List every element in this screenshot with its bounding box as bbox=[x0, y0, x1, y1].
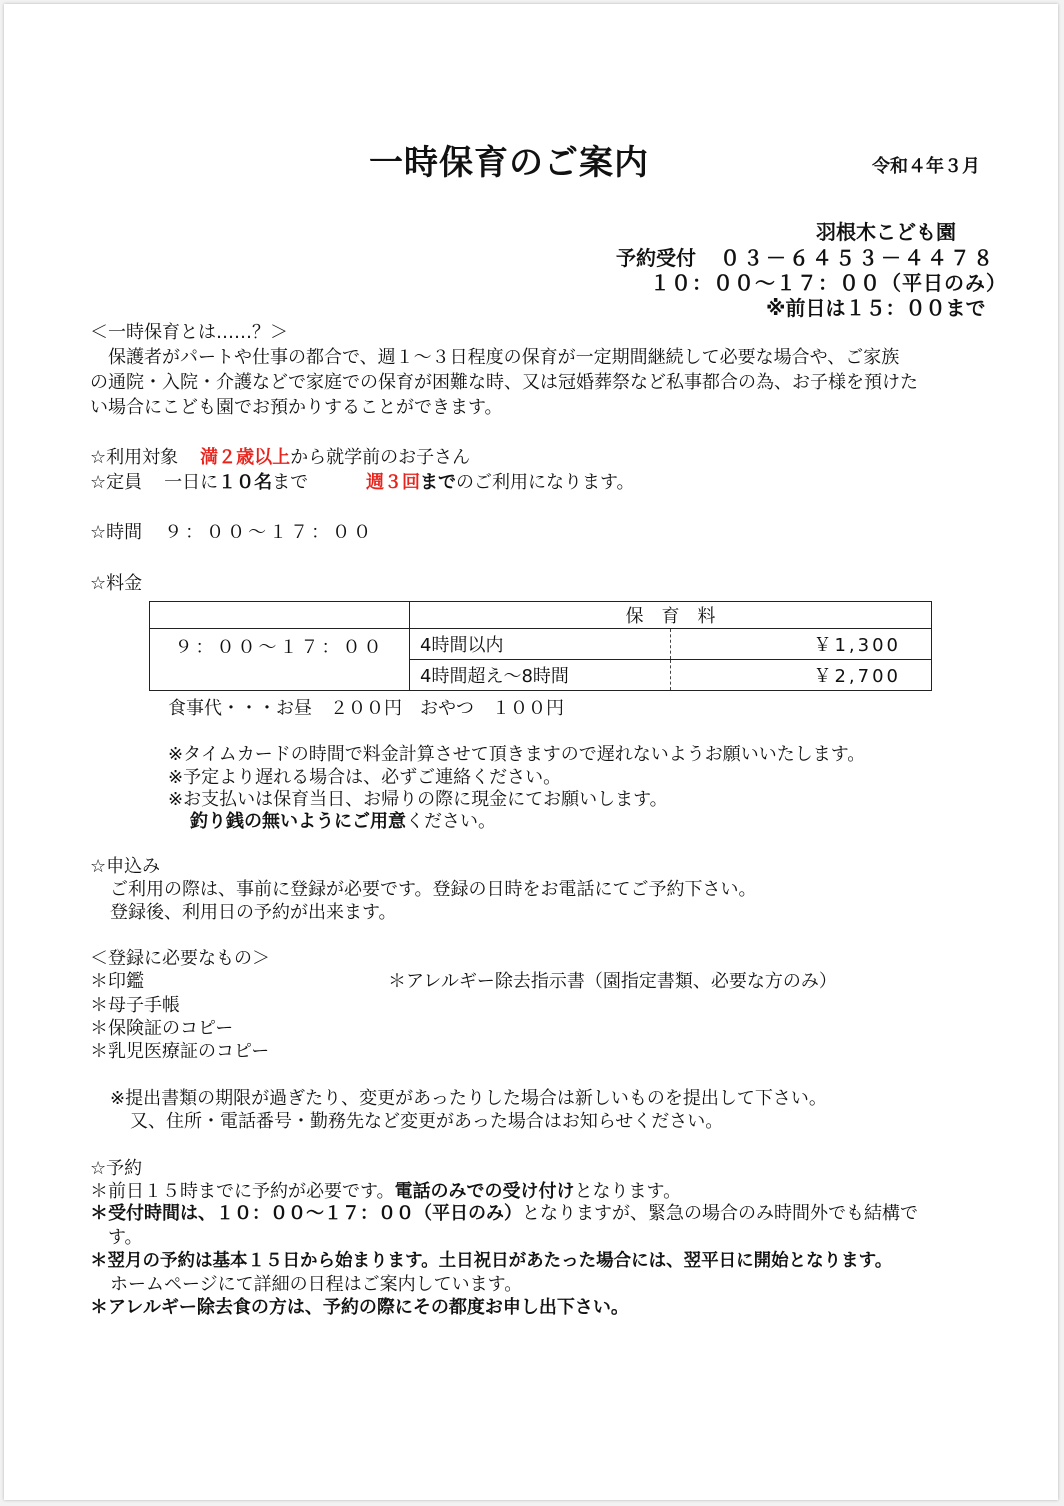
reservation-line-2-bold: ＊受付時間は、１０：００～１７：００（平日のみ） bbox=[90, 1203, 522, 1224]
eligibility-label: ☆利用対象 bbox=[90, 447, 179, 468]
capacity-daily-prefix: 一日に bbox=[164, 472, 219, 493]
fee-note-1: ※タイムカードの時間で料金計算させて頂きますので遅れないようお願いいたします。 bbox=[168, 744, 866, 765]
fee-note-4-rest: ください。 bbox=[406, 811, 496, 832]
intro-line-3: い場合にこども園でお預かりすることができます。 bbox=[90, 397, 503, 418]
capacity-weekly-highlight: 週３回 bbox=[366, 472, 420, 493]
reservation-line-3: ＊翌月の予約は基本１５日から始まります。土日祝日があたった場合には、翌平日に開始となります。 bbox=[90, 1251, 893, 1271]
list-item: ＊保険証のコピー bbox=[90, 1018, 234, 1039]
fee-duration-1: 4時間以内 bbox=[410, 629, 671, 660]
eligibility-highlight: 満２歳以上 bbox=[200, 447, 291, 468]
requirements-note-1: ※提出書類の期限が過ぎたり、変更があったりした場合は新しいものを提出して下さい。 bbox=[110, 1088, 827, 1109]
reservation-line bbox=[616, 248, 996, 268]
fee-time-range: ９：００～１７：００ bbox=[150, 629, 410, 691]
capacity-line bbox=[90, 474, 308, 492]
phone-number: ０３－６４５３－４４７８ bbox=[720, 246, 996, 270]
fee-note-3: ※お支払いは保育当日、お帰りの際に現金にてお願いします。 bbox=[168, 789, 668, 810]
fee-note-2: ※予定より遅れる場合は、必ずご連絡ください。 bbox=[168, 767, 562, 788]
fee-table bbox=[149, 601, 932, 691]
fee-note-4-bold: 釣り銭の無いようにご用意 bbox=[190, 811, 406, 832]
eligibility-rest: から就学前のお子さん bbox=[290, 447, 471, 468]
capacity-weekly-bold: まで bbox=[420, 472, 456, 493]
time-value: ９：００～１７：００ bbox=[164, 522, 375, 543]
issue-date: 令和４年３月 bbox=[872, 156, 980, 177]
capacity-weekly-rest: のご利用になります。 bbox=[456, 472, 635, 493]
time-label: ☆時間 bbox=[90, 522, 143, 543]
reservation-line-1-c: となります。 bbox=[574, 1181, 682, 1202]
reception-hours: １０：００～１７：００（平日のみ） bbox=[650, 271, 1007, 295]
reservation-line-2-rest: となりますが、緊急の場合のみ時間外でも結構で bbox=[522, 1203, 918, 1224]
page-title: 一時保育のご案内 bbox=[369, 143, 649, 183]
reservation-line-1-a: ＊前日１５時までに予約が必要です。 bbox=[90, 1181, 395, 1202]
reservation-line-4: ホームページにて詳細の日程はご案内しています。 bbox=[110, 1274, 523, 1295]
fee-note-4 bbox=[190, 813, 496, 831]
fee-table-header: 保 育 料 bbox=[410, 602, 932, 629]
list-item: ＊印鑑 bbox=[90, 971, 144, 992]
requirements-note-2: 又、住所・電話番号・勤務先など変更があった場合はお知らせください。 bbox=[130, 1111, 724, 1132]
fee-price-1: ￥1,300 bbox=[671, 629, 932, 660]
intro-line-2: の通院・入院・介護などで家庭での保育が困難な時、又は冠婚葬祭など私事都合の為、お子様を預けた bbox=[90, 372, 918, 393]
application-line-2: 登録後、利用日の予約が出来ます。 bbox=[110, 902, 397, 923]
list-item-allergy: ＊アレルギー除去指示書（園指定書類、必要な方のみ） bbox=[388, 971, 837, 992]
fee-table-header-row bbox=[150, 602, 932, 629]
fee-price-2: ￥2,700 bbox=[671, 660, 932, 691]
application-label: ☆申込み bbox=[90, 856, 161, 877]
capacity-daily-count: １０名 bbox=[218, 472, 273, 493]
requirements-heading: ＜登録に必要なもの＞ bbox=[90, 948, 270, 969]
reservation-line-1 bbox=[90, 1183, 681, 1201]
reservation-line-2-wrap: す。 bbox=[108, 1227, 143, 1248]
intro-line-1: 保護者がパートや仕事の都合で、週１～３日程度の保育が一定期間継続して必要な場合や、ご家族 bbox=[108, 347, 900, 368]
time-line bbox=[90, 524, 374, 542]
reservation-line-1-bold: 電話のみでの受け付け bbox=[394, 1181, 575, 1202]
reservation-section-label: ☆予約 bbox=[90, 1158, 143, 1179]
previous-day-note: ※前日は１５：００まで bbox=[766, 296, 986, 320]
capacity-daily-suffix: まで bbox=[272, 472, 309, 493]
list-item: ＊乳児医療証のコピー bbox=[90, 1041, 270, 1062]
capacity-label: ☆定員 bbox=[90, 472, 143, 493]
eligibility-line bbox=[90, 449, 470, 467]
document-page bbox=[4, 4, 1058, 1500]
reservation-line-2 bbox=[90, 1205, 918, 1223]
list-item: ＊母子手帳 bbox=[90, 995, 180, 1016]
fee-duration-2: 4時間超え～8時間 bbox=[410, 660, 671, 691]
fee-table-corner bbox=[150, 602, 410, 629]
reservation-line-5: ＊アレルギー除去食の方は、予約の際にその都度お申し出下さい。 bbox=[90, 1297, 629, 1318]
fees-label: ☆料金 bbox=[90, 573, 143, 594]
reservation-label: 予約受付 bbox=[616, 246, 696, 270]
capacity-weekly bbox=[366, 474, 635, 492]
meal-fees: 食事代・・・お昼 ２００円 おやつ １００円 bbox=[168, 698, 564, 719]
application-line-1: ご利用の際は、事前に登録が必要です。登録の日時をお電話にてご予約下さい。 bbox=[110, 879, 757, 900]
table-row bbox=[150, 629, 932, 660]
intro-heading: ＜一時保育とは……？＞ bbox=[90, 322, 288, 343]
org-name: 羽根木こども園 bbox=[816, 220, 956, 244]
